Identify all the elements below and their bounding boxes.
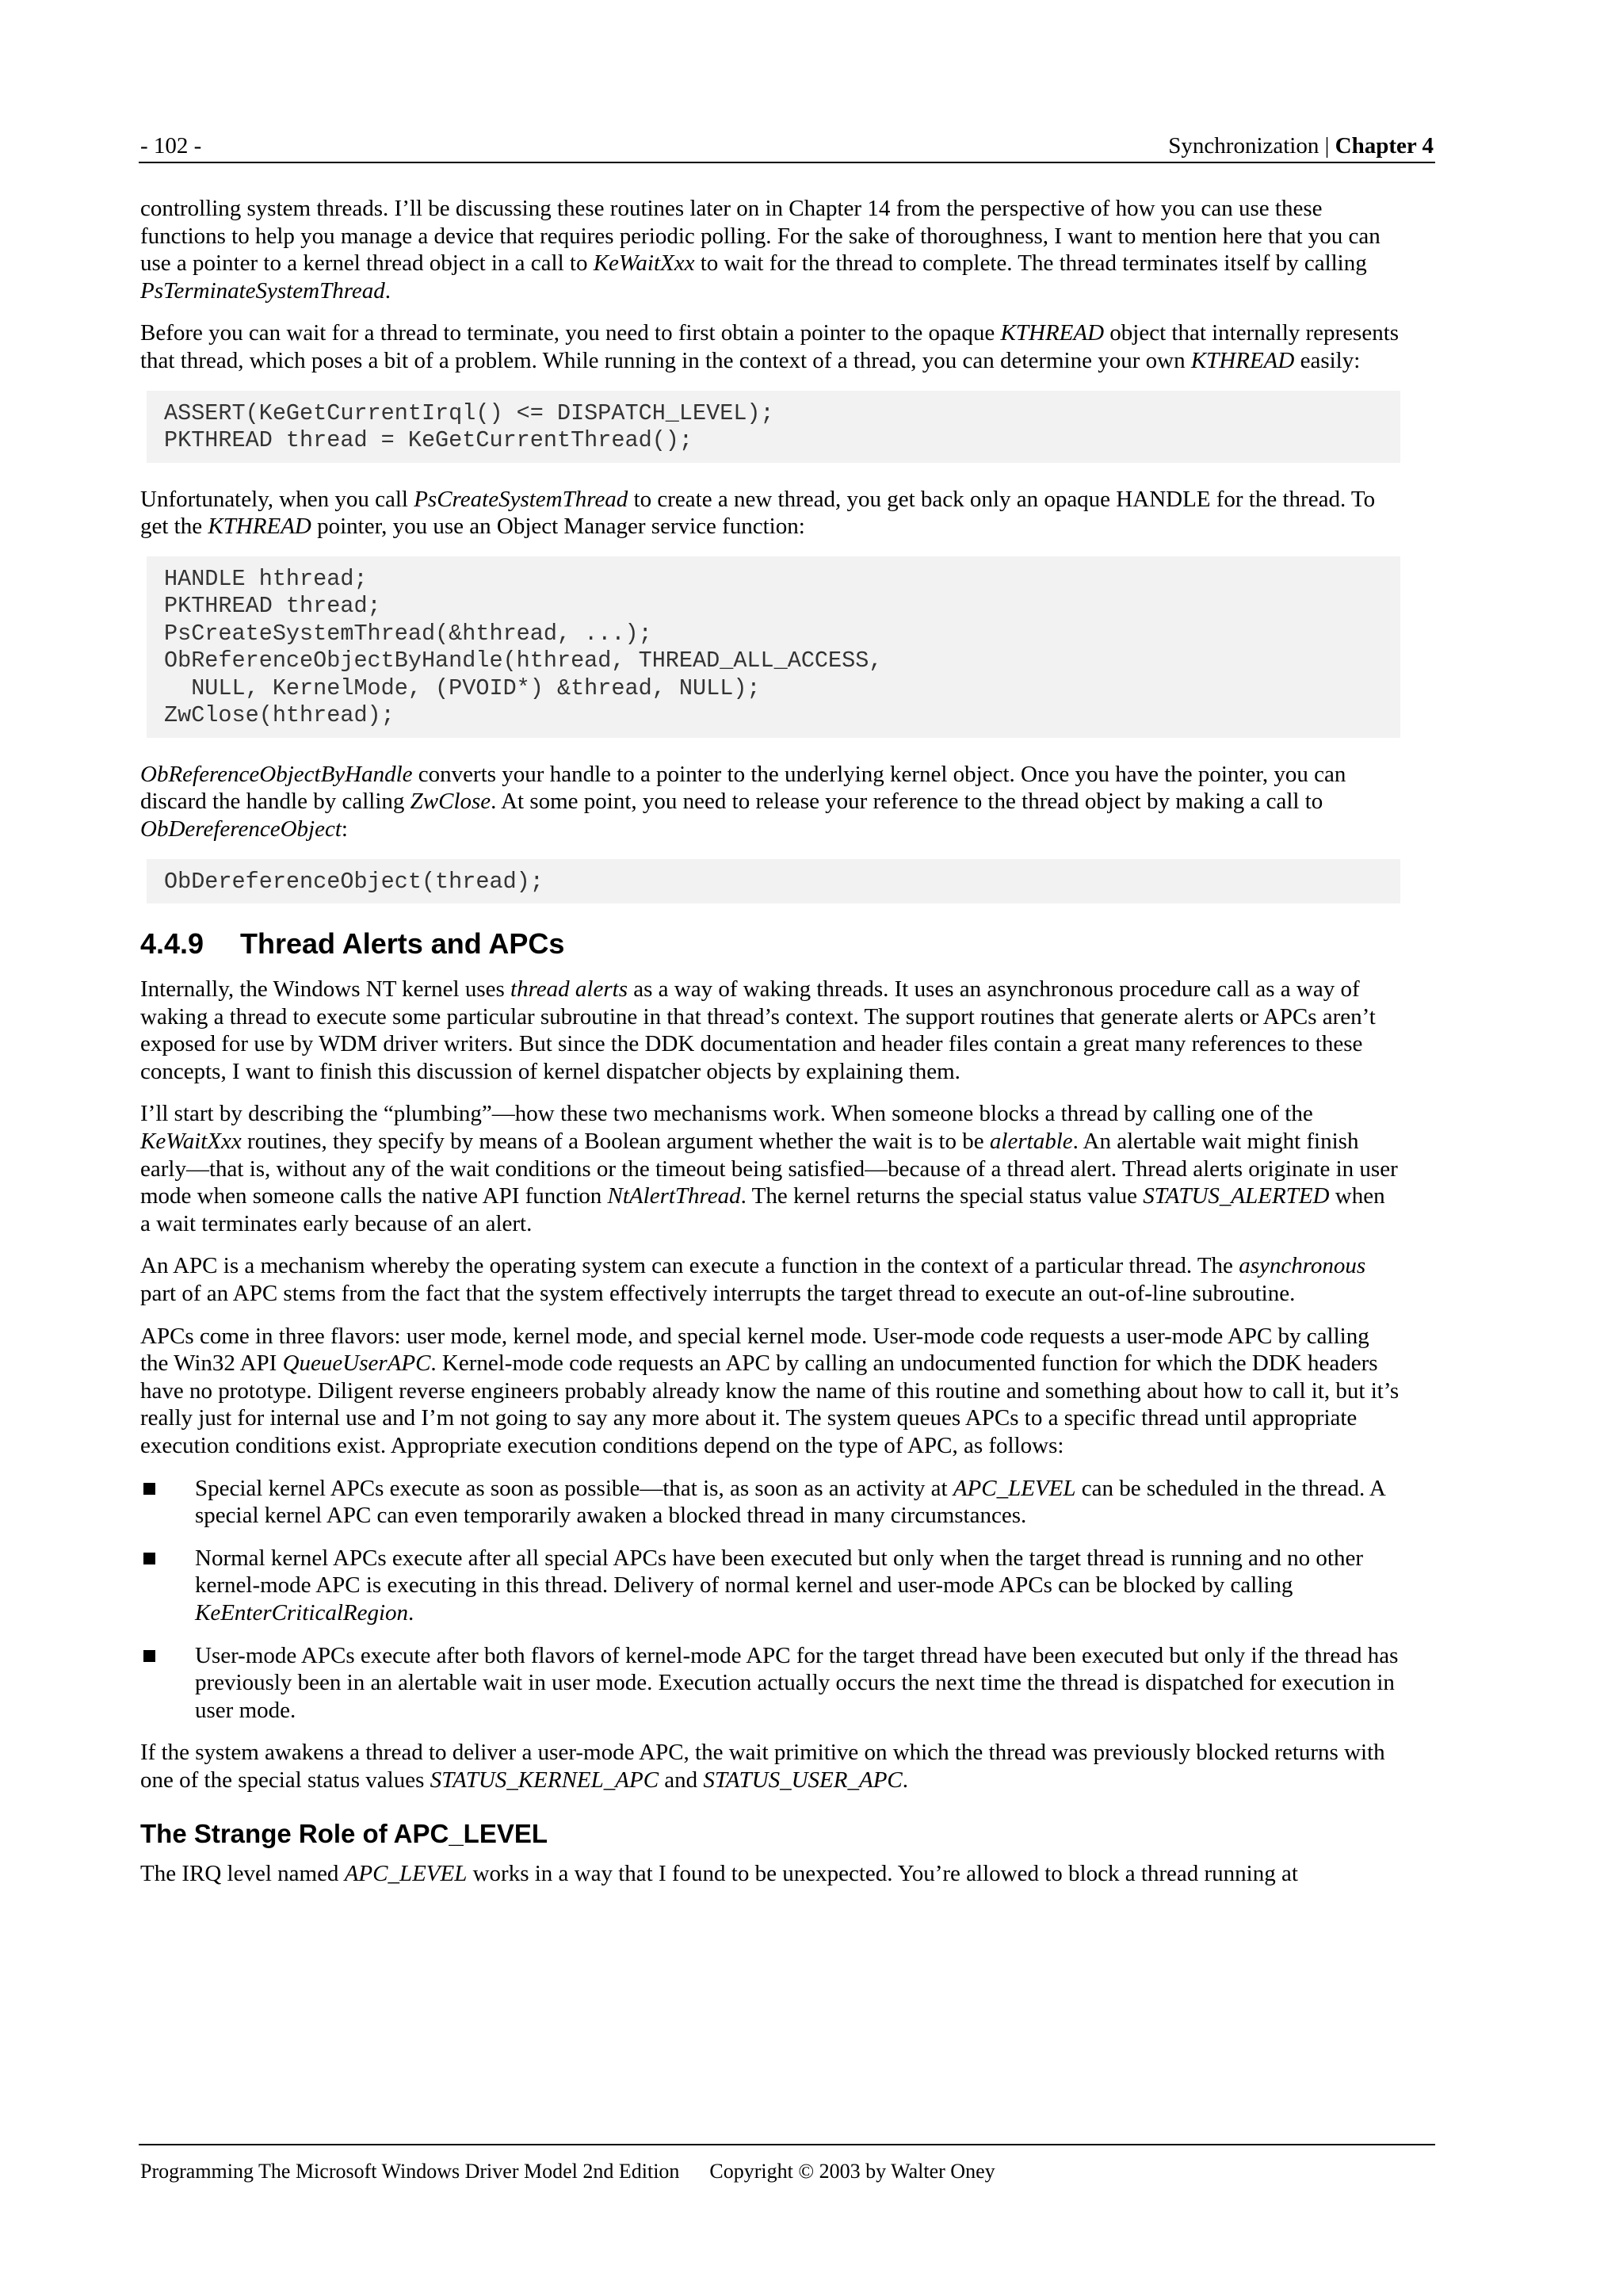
- list-item: Normal kernel APCs execute after all special APCs have been executed but only when the target thread is running and no other kernel-mode APC is executing in this thread. Delivery of normal kernel and user-mode APCs can be blocked by calling KeEnterCriticalRegion.: [140, 1545, 1400, 1627]
- paragraph: Before you can wait for a thread to terminate, you need to first obtain a pointer to the opaque KTHREAD object that internally represents that thread, which poses a bit of a problem. While running in the context of a thread, you can determine your own KTHREAD easily:: [140, 320, 1400, 373]
- chapter-name: Chapter 4: [1335, 133, 1434, 159]
- page-number: - 102 -: [140, 133, 202, 159]
- paragraph: If the system awakens a thread to deliver a user-mode APC, the wait primitive on which the thread was previously blocked returns with one of the special status values STATUS_KERNEL_APC and STATUS_USER_APC.: [140, 1740, 1385, 1793]
- paragraph: APCs come in three flavors: user mode, kernel mode, and special kernel mode. User-mode code requests a user-mode APC by calling the Win32 API QueueUserAPC. Kernel-mode code requests an APC by calling an undocumented function for which the DDK headers have no prototype. Diligent reverse engineers probably already know the name of this routine and something about how to call it, but it’s really just for internal use and I’m not going to say any more about it. The system queues APCs to a specific thread until appropriate execution conditions exist. Appropriate execution conditions depend on the type of APC, as follows:: [140, 1323, 1400, 1458]
- paragraph: The IRQ level named APC_LEVEL works in a way that I found to be unexpected. You’re allowed to block a thread running at: [140, 1861, 1298, 1887]
- paragraph: controlling system threads. I’ll be discussing these routines later on in Chapter 14 from the perspective of how you can use these functions to help you manage a device that requires periodic polling. For the sake of thoroughness, I want to mention here that you can use a pointer to a kernel thread object in a call to KeWaitXxx to wait for the thread to complete. The thread terminates itself by calling PsTerminateSystemThread.: [140, 196, 1381, 304]
- paragraph: ObReferenceObjectByHandle converts your handle to a pointer to the underlying kernel object. Once you have the pointer, you can discard the handle by calling ZwClose. At some point, you need to release your reference to the thread object by making a call to ObDereferenceObject:: [140, 761, 1346, 842]
- code-block: HANDLE hthread; PKTHREAD thread; PsCreateSystemThread(&hthread, ...); ObReferenceObjectByHandle(hthread, THREAD_ALL_ACCESS, NULL, KernelMode, (PVOID*) &thread, NULL); ZwClose(hthread);: [147, 556, 1400, 738]
- code-block: ObDereferenceObject(thread);: [147, 859, 1400, 904]
- section-heading: [140, 926, 1400, 961]
- section-number: 4.4.9: [140, 927, 204, 961]
- list-item: Special kernel APCs execute as soon as possible—that is, as soon as an activity at APC_LEVEL can be scheduled in the thread. A special kernel APC can even temporarily awaken a blocked thread in many circumstances.: [140, 1475, 1400, 1530]
- page-body: [140, 195, 1400, 1903]
- section-title: Thread Alerts and APCs: [240, 927, 565, 961]
- header-rule: [139, 162, 1435, 163]
- subheading: The Strange Role of APC_LEVEL: [140, 1819, 548, 1849]
- bullet-square-icon: [143, 1650, 155, 1662]
- list-item: User-mode APCs execute after both flavors of kernel-mode APC for the target thread have been executed but only if the thread has previously been in an alertable wait in user mode. Execution actually occurs the next time the thread is dispatched for execution in user mode.: [140, 1642, 1400, 1725]
- book-title: Programming The Microsoft Windows Driver Model 2nd Edition: [140, 2160, 680, 2183]
- page-footer: [140, 2158, 995, 2185]
- copyright: Copyright © 2003 by Walter Oney: [709, 2160, 995, 2183]
- bullet-list: [140, 1475, 1400, 1725]
- paragraph: I’ll start by describing the “plumbing”—how these two mechanisms work. When someone blocks a thread by calling one of the KeWaitXxx routines, they specify by means of a Boolean argument whether the wait is to be alertable. An alertable wait might finish early—that is, without any of the wait conditions or the timeout being satisfied—because of a thread alert. Thread alerts originate in user mode when someone calls the native API function NtAlertThread. The kernel returns the special status value STATUS_ALERTED when a wait terminates early because of an alert.: [140, 1101, 1398, 1236]
- section-name: Synchronization |: [1168, 133, 1335, 159]
- footer-rule: [139, 2144, 1435, 2145]
- paragraph: An APC is a mechanism whereby the operating system can execute a function in the context of a particular thread. The asynchronous part of an APC stems from the fact that the system effectively interrupts the target thread to execute an out-of-line subroutine.: [140, 1253, 1366, 1306]
- page-header: [140, 130, 1434, 162]
- chapter-label: [1168, 130, 1434, 162]
- bullet-square-icon: [143, 1553, 155, 1564]
- paragraph: Internally, the Windows NT kernel uses thread alerts as a way of waking threads. It uses an asynchronous procedure call as a way of waking a thread to execute some particular subroutine in that thread’s context. The support routines that generate alerts or APCs aren’t exposed for use by WDM driver writers. But since the DDK documentation and header files contain a great many references to these concepts, I want to finish this discussion of kernel dispatcher objects by explaining them.: [140, 976, 1376, 1084]
- code-block: ASSERT(KeGetCurrentIrql() <= DISPATCH_LEVEL); PKTHREAD thread = KeGetCurrentThread();: [147, 391, 1400, 463]
- paragraph: Unfortunately, when you call PsCreateSystemThread to create a new thread, you get back only an opaque HANDLE for the thread. To get the KTHREAD pointer, you use an Object Manager service function:: [140, 486, 1376, 540]
- bullet-square-icon: [143, 1483, 155, 1495]
